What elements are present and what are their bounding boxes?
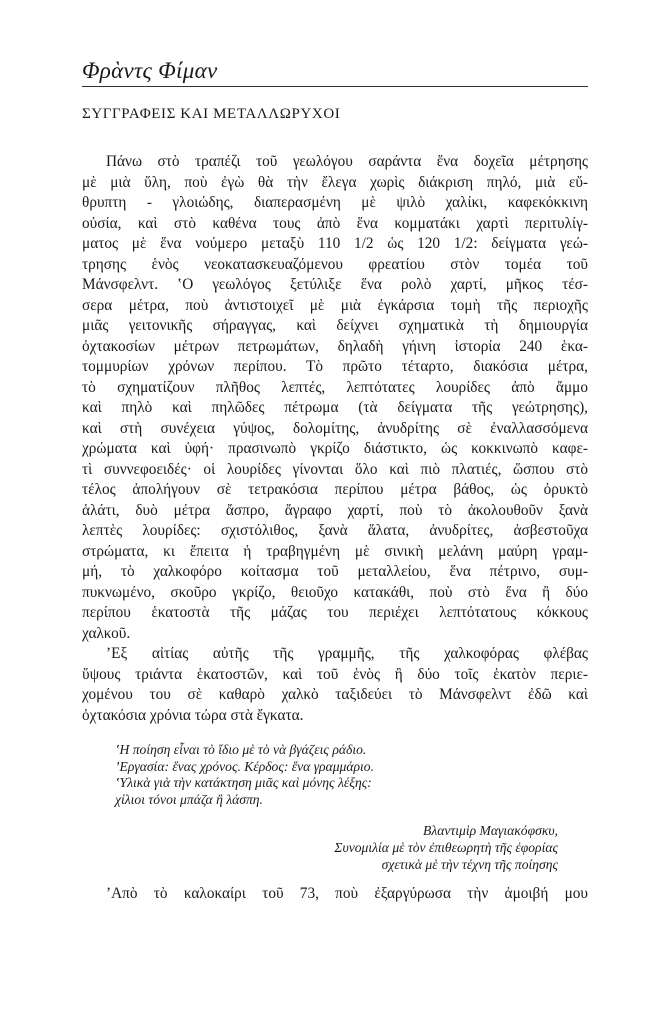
text-line: μή, τὸ χαλκοφόρο κοίτασμα τοῦ μεταλλείου, ἕνα πέτρινο, συμ- bbox=[82, 563, 588, 580]
running-head-author: Φρὰντς Φίμαν bbox=[82, 58, 218, 83]
text-line: μὲ μιὰ ὕλη, ποὺ ἐγὼ θὰ τὴν ἔλεγα χωρὶς διάκριση πηλό, μιὰ εὔ- bbox=[82, 173, 588, 191]
text-line: ʼΑπὸ τὸ καλοκαίρι τοῦ 73, ποὺ ἐξαργύρωσα τὴν ἀμοιβή μου bbox=[106, 885, 588, 902]
text-line: τὸ σχηματίζουν πλῆθος λεπτές, λεπτότατες λουρίδες ἀπὸ ἄμμο bbox=[82, 378, 588, 396]
epigraph-line: ʽΥλικὰ γιὰ τὴν κατάκτηση μιᾶς καὶ μόνης λέξης: bbox=[115, 775, 372, 791]
attribution-source: σχετικὰ μὲ τὴν τέχνη τῆς ποίησης bbox=[381, 857, 558, 872]
epigraph-line: ʽΗ ποίηση εἶναι τὸ ἴδιο μὲ τὸ νὰ βγάζεις ράδιο. bbox=[115, 742, 367, 757]
text-line: λεπτὲς λουρίδες: σχιστόλιθος, ξανὰ ἅλατα, ἀνυδρίτες, ἀσβεστοῦχα bbox=[82, 522, 588, 539]
text-line: τομμυρίων χρόνων περίπου. Τὸ πρῶτο τέταρτο, διακόσια μέτρα, bbox=[82, 358, 588, 375]
text-line: τὶ συννεφοειδές· οἱ λουρίδες γίνονται ὅλο καὶ πιὸ πλατιές, ὥσπου στὸ bbox=[82, 460, 588, 478]
text-line: τέλος ἀπολήγουν σὲ τετρακόσια περίπου μέτρα βάθος, ὡς ὀρυκτὸ bbox=[82, 481, 588, 498]
text-line: καὶ στὴ συνέχεια γύψος, δολομίτης, ἀνυδρίτης σὲ ἐναλλασσόμενα bbox=[82, 419, 588, 437]
text-line: ὀχτακόσια χρόνια τώρα στὰ ἔγκατα. bbox=[82, 706, 304, 724]
text-line: ἁλάτι, δυὸ μέτρα ἄσπρο, ἄγραφο χαρτί, ποὺ τὸ ἀκολουθοῦν ξανὰ bbox=[82, 501, 588, 519]
text-line: οὐσία, καὶ στὸ καθένα τους ἀπὸ ἕνα κομματάκι χαρτὶ περιτυλίγ- bbox=[82, 214, 588, 232]
text-line: Πάνω στὸ τραπέζι τοῦ γεωλόγου σαράντα ἕνα δοχεῖα μέτρησης bbox=[106, 153, 588, 170]
text-line: μιᾶς γειτονικῆς σήραγγας, καὶ δείχνει σχηματικὰ τὴ δημιουργία bbox=[82, 317, 588, 334]
text-line: τρησης ἑνὸς νεοκατασκευαζόμενου φρεατίου στὸν τομέα τοῦ bbox=[82, 255, 588, 273]
text-line: στρώματα, κι ἔπειτα ἡ τραβηγμένη μὲ σινικὴ μελάνη μαύρη γραμ- bbox=[82, 542, 588, 560]
epigraph-line: ʼΕργασία: ἕνας χρόνος. Κέρδος: ἕνα γραμμάριο. bbox=[115, 758, 374, 774]
epigraph-attribution bbox=[334, 822, 558, 873]
text-line: Μάνσφελντ. ʽΟ γεωλόγος ξετύλιξε ἕνα ρολὸ χαρτί, μῆκος τέσ- bbox=[82, 276, 588, 293]
text-line: καὶ πηλὸ καὶ πηλῶδες πέτρωμα (τὰ δείγματα τῆς γεώτρησης), bbox=[82, 399, 588, 416]
text-line: ʼΕξ αἰτίας αὐτῆς τῆς γραμμῆς, τῆς χαλκοφόρας φλέβας bbox=[106, 645, 588, 662]
epigraph-quote bbox=[115, 742, 575, 808]
text-line: περίπου ἑκατοστὰ τῆς μάζας του περιέχει λεπτότατους κόκκους bbox=[82, 604, 588, 621]
text-line: πυκνωμένο, σκοῦρο γκρίζο, θειοῦχο κατακάθι, ποὺ στὸ ἕνα ἢ δύο bbox=[82, 583, 588, 601]
text-line: χομένου του σὲ καθαρὸ χαλκὸ ταξιδεύει τὸ Μάνσφελντ ἐδῶ καὶ bbox=[82, 686, 588, 703]
closing-line bbox=[82, 884, 588, 905]
text-line: ὕψους τριάντα ἑκατοστῶν, καὶ τοῦ ἑνὸς ἢ δύο τοῖς ἑκατὸν περιε- bbox=[82, 665, 588, 683]
text-line: σερα μέτρα, ποὺ ἀντιστοιχεῖ μὲ μιὰ ἐγκάρσια τομὴ τῆς περιοχῆς bbox=[82, 296, 588, 314]
attribution-author: Βλαντιμὶρ Μαγιακόφσκυ, bbox=[423, 823, 558, 838]
text-line: χαλκοῦ. bbox=[82, 624, 131, 642]
header-rule bbox=[82, 86, 588, 87]
section-title: ΣΥΓΓΡΑΦΕΙΣ ΚΑΙ ΜΕΤΑΛΛΩΡΥΧΟΙ bbox=[82, 106, 341, 122]
attribution-source: Συνομιλία μὲ τὸν ἐπιθεωρητὴ τῆς ἐφορίας bbox=[334, 840, 558, 855]
text-line: θρυπτη - γλοιώδης, διαπερασμένη μὲ ψιλὸ χαλίκι, καφεκόκκινη bbox=[82, 194, 588, 211]
epigraph-line: χίλιοι τόνοι μπάζα ἢ λάσπη. bbox=[115, 791, 263, 807]
text-line: ὀχτακοσίων μέτρων πετρωμάτων, δηλαδὴ γήινη ἱστορία 240 ἑκα- bbox=[82, 337, 588, 355]
text-line: χρώματα καὶ ὑφή· πρασινωπὸ γκρίζο διάστικτο, ὡς κοκκινωπὸ καφε- bbox=[82, 440, 588, 457]
text-line: ματος μὲ ἕνα νούμερο μεταξὺ 110 1/2 ὡς 120 1/2: δείγματα γεώ- bbox=[82, 235, 588, 252]
main-text bbox=[82, 152, 588, 726]
